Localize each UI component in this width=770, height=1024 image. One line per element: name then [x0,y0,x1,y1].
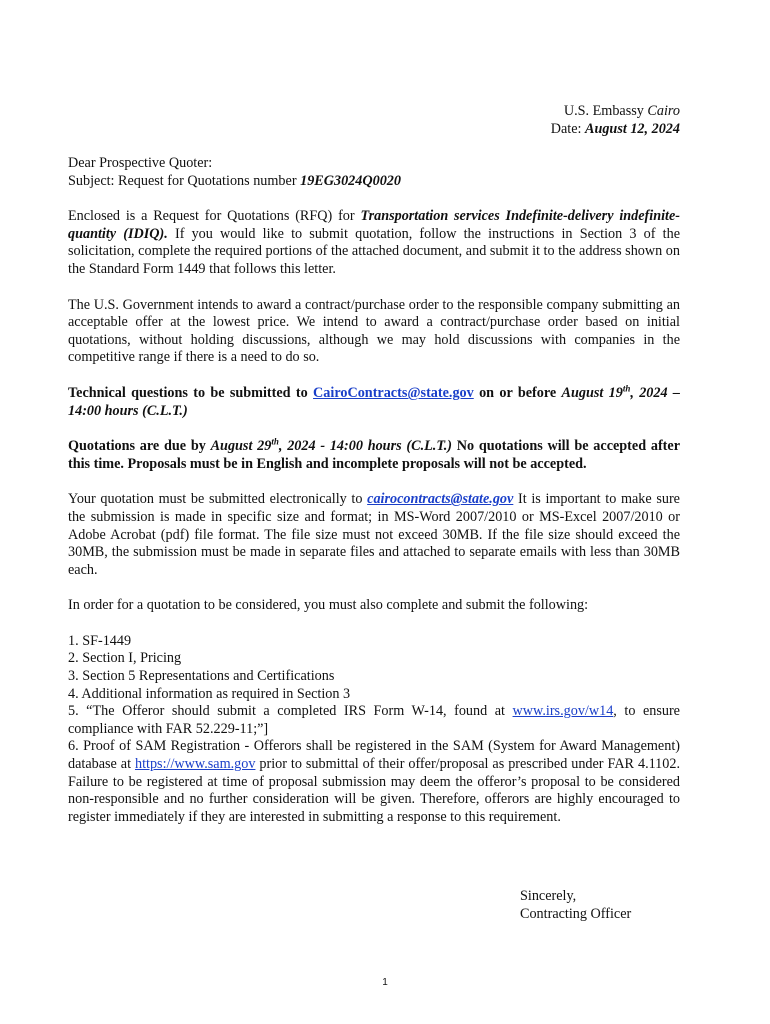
rfq-number: 19EG3024Q0020 [300,172,401,189]
closing-sincerely: Sincerely, [520,888,577,904]
paragraph-award: The U.S. Government intends to award a contract/purchase order to the responsible company submitting an acceptable offer at the lowest price. We intend to award a contract/purchase order based on initial quotations, without holding discussions, although we may hold discussions with companies in the competitive range if there is a need to do so. [68,296,680,366]
letter-date: August 12, 2024 [584,121,680,137]
list-item: 2. Section I, Pricing [68,650,182,667]
list-item: 5. “The Offeror should submit a completed IRS Form W-14, found at www.irs.gov/w14, to ensure compliance with FAR 52.229-11;”] [68,703,680,737]
list-item: 1. SF-1449 [68,632,132,649]
sam-link[interactable]: https://www.sam.gov [134,756,256,773]
paragraph-enclosed: Enclosed is a Request for Quotations (RFQ) for Transportation services Indefinite-delivery indefinite-quantity (IDIQ). If you would like to submit quotation, follow the instructions in Section 3 of the solicitation, complete the required portions of the attached document, and submit it to the address shown on the Standard Form 1449 that follows this letter. [68,208,681,277]
salutation: Dear Prospective Quoter: [68,155,213,171]
submission-email-link[interactable]: cairocontracts@state.gov [367,491,514,508]
date-line: Date: August 12, 2024 [550,121,680,137]
letter-header [551,102,680,138]
service-name: Transportation services Indefinite-delivery indefinite-quantity (IDIQ). [68,208,681,242]
irs-link[interactable]: www.irs.gov/w14 [512,703,614,720]
list-item: 3. Section 5 Representations and Certifications [68,668,335,685]
subject-line: Subject: Request for Quotations number 19EG3024Q0020 [68,172,401,189]
requirements-list [68,633,680,827]
technical-email-link[interactable]: CairoContracts@state.gov [313,384,474,401]
technical-questions: Technical questions to be submitted to CairoContracts@state.gov on or before August 19th, 2024 – 14:00 hours (C.L.T.) [68,383,681,419]
embassy-city: Cairo [647,103,680,119]
list-item: 4. Additional information as required in Section 3 [68,685,351,702]
list-item: 6. Proof of SAM Registration - Offerors shall be registered in the SAM (System for Award Management) database at https://www.sam.gov prior to submittal of their offer/proposal as prescribed under FAR 4.1102. Failure to be registered at time of proposal submission may deem the offeror’s proposal to be considered non-responsible and no further consideration will be given. Therefore, offerors are highly encouraged to register immediately if they are interested in submitting a response to this requirement. [68,738,681,825]
submission-instructions: Your quotation must be submitted electronically to cairocontracts@state.gov It is important to make sure the submission is made in specific size and format; in MS-Word 2007/2010 or MS-Excel 2007/2010 or Adobe Acrobat (pdf) file format. The file size must not exceed 30MB. If the file size should exceed the 30MB, the submission must be made in separate files and attached to separate emails with less than 30MB each. [68,491,680,578]
due-date-notice: Quotations are due by August 29th, 2024 - 14:00 hours (C.L.T.) No quotations will be accepted after this time. Proposals must be in English and incomplete proposals will not be accepted. [68,436,680,472]
closing-block [520,887,631,923]
embassy-line: U.S. Embassy Cairo [563,103,680,119]
signer-title: Contracting Officer [520,906,632,922]
letter-body [68,155,680,826]
page-number: 1 [382,977,388,988]
order-intro: In order for a quotation to be considered, you must also complete and submit the following: [68,597,589,614]
